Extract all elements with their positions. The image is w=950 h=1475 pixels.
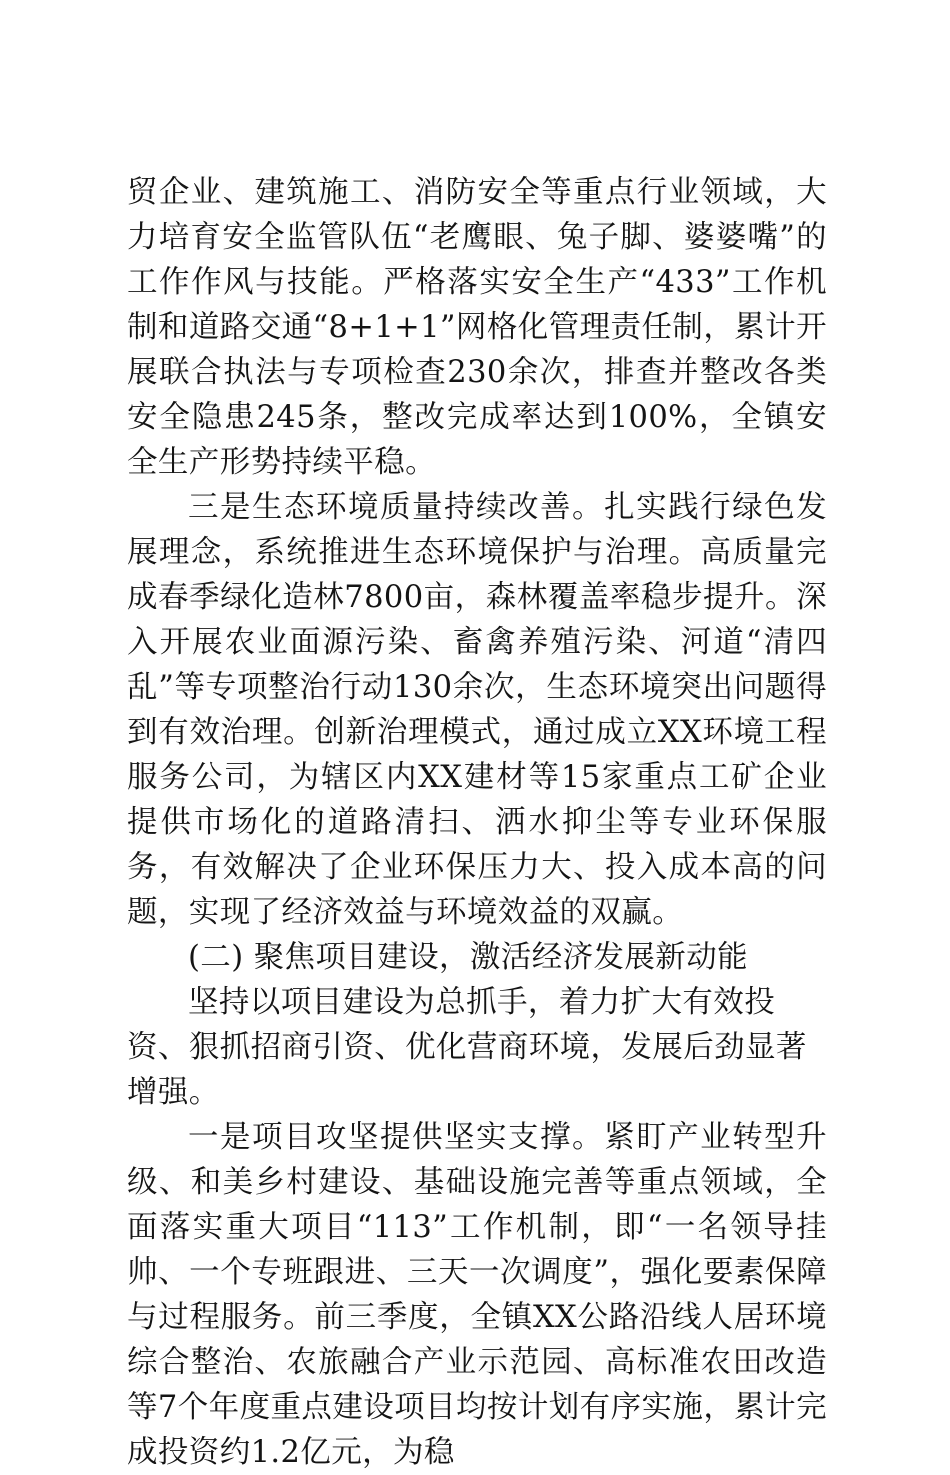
- paragraph-ecological-environment-quality: 三是生态环境质量持续改善。扎实践行绿色发展理念，系统推进生态环境保护与治理。高质量完成春季绿化造林7800亩，森林覆盖率稳步提升。深入开展农业面源污染、畜禽养殖污染、河道“清四乱”等专项整治行动130余次，生态环境突出问题得到有效治理。创新治理模式，通过成立XX环境工程服务公司，为辖区内XX建材等15家重点工矿企业提供市场化的道路清扫、洒水抑尘等专业环保服务，有效解决了企业环保压力大、投入成本高的问题，实现了经济效益与环境效益的双赢。: [127, 490, 827, 930]
- paragraph-section-two-lead: 坚持以项目建设为总抓手，着力扩大有效投资、狠抓招商引资、优化营商环境，发展后劲显著增强。: [127, 985, 807, 1110]
- paragraph-project-attack-support: 一是项目攻坚提供坚实支撑。紧盯产业转型升级、和美乡村建设、基础设施完善等重点领域，全面落实重大项目“113”工作机制，即“一名领导挂帅、一个专班跟进、三天一次调度”，强化要素保障与过程服务。前三季度，全镇XX公路沿线人居环境综合整治、农旅融合产业示范园、高标准农田改造等7个年度重点建设项目均按计划有序实施，累计完成投资约1.2亿元，为稳: [127, 1120, 827, 1470]
- page-text-body: [127, 170, 827, 1475]
- paragraph-safety-production-continued: 贸企业、建筑施工、消防安全等重点行业领域，大力培育安全监管队伍“老鹰眼、兔子脚、婆婆嘴”的工作作风与技能。严格落实安全生产“433”工作机制和道路交通“8+1+1”网格化管理责任制，累计开展联合执法与专项检查230余次，排查并整改各类安全隐患245条，整改完成率达到100%，全镇安全生产形势持续平稳。: [127, 175, 827, 480]
- heading-section-two-project-construction: (二) 聚焦项目建设，激活经济发展新动能: [188, 940, 748, 975]
